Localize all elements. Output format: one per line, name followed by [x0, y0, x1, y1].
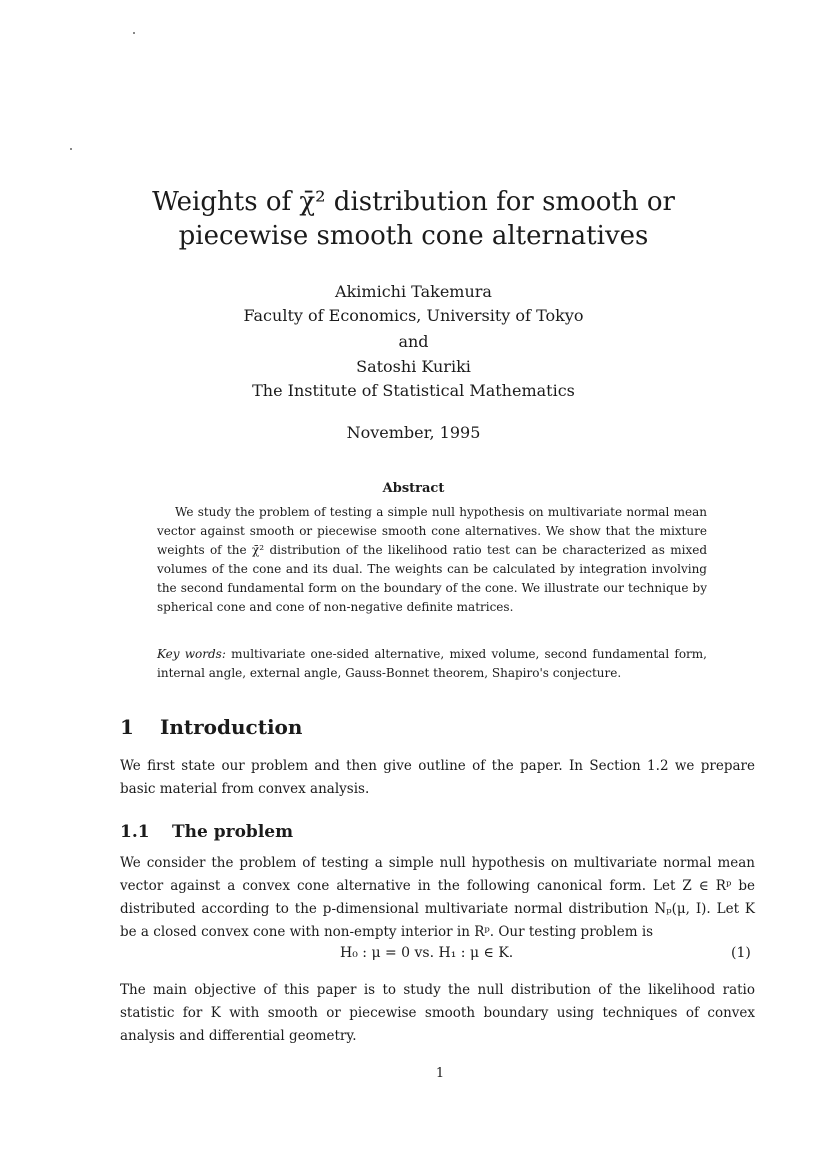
scan-speck	[70, 148, 72, 150]
section-title: Introduction	[160, 715, 303, 739]
abstract-heading: Abstract	[382, 481, 445, 496]
affiliation-2: The Institute of Statistical Mathematics	[252, 381, 575, 400]
problem-paragraph: We consider the problem of testing a simple null hypothesis on multivariate normal mean vector against a convex cone alternative in the following canonical form. Let Z ∈ Rᵖ be distributed according to the p-dimensional multivariate normal distribution Nₚ(μ, I). Let K be a closed convex cone with non-empty interior in Rᵖ. Our testing problem is	[120, 855, 755, 940]
subsection-heading	[120, 822, 293, 842]
paper-title	[0, 185, 827, 253]
affiliation-1: Faculty of Economics, University of Tokyo	[243, 306, 584, 325]
objective-paragraph: The main objective of this paper is to study the null distribution of the likelihood ratio statistic for K with smooth or piecewise smooth boundary using techniques of convex analysis and differential geometry.	[120, 982, 755, 1044]
title-line-1: Weights of χ̄² distribution for smooth or	[152, 187, 675, 217]
intro-paragraph: We first state our problem and then give outline of the paper. In Section 1.2 we prepare basic material from convex analysis.	[120, 758, 755, 797]
keywords-text: multivariate one-sided alternative, mixed volume, second fundamental form, internal angle, external angle, Gauss-Bonnet theorem, Shapiro's conjecture.	[157, 647, 707, 680]
keywords	[157, 645, 707, 683]
section-number: 1	[120, 715, 134, 739]
equation: H₀ : μ = 0 vs. H₁ : μ ∈ K.	[340, 945, 514, 961]
subsection-title: The problem	[172, 822, 294, 842]
equation-number: (1)	[731, 945, 751, 961]
page-number: 1	[435, 1066, 445, 1081]
section-heading	[120, 715, 302, 739]
abstract-text: We study the problem of testing a simple null hypothesis on multivariate normal mean vector against smooth or piecewise smooth cone alternatives. We show that the mixture weights of the χ̄² distribution of the likelihood ratio test can be characterized as mixed volumes of the cone and its dual. The weights can be calculated by integration involving the second fundamental form on the boundary of the cone. We illustrate our technique by spherical cone and cone of non-negative definite matrices.	[157, 505, 707, 614]
keywords-label: Key words:	[157, 647, 226, 661]
author-1: Akimichi Takemura	[335, 282, 492, 301]
author-2: Satoshi Kuriki	[356, 357, 471, 376]
title-line-2: piecewise smooth cone alternatives	[178, 221, 649, 251]
subsection-number: 1.1	[120, 822, 150, 842]
author-conjunction: and	[398, 332, 429, 351]
paper-date: November, 1995	[346, 423, 481, 442]
scan-speck	[133, 32, 135, 34]
